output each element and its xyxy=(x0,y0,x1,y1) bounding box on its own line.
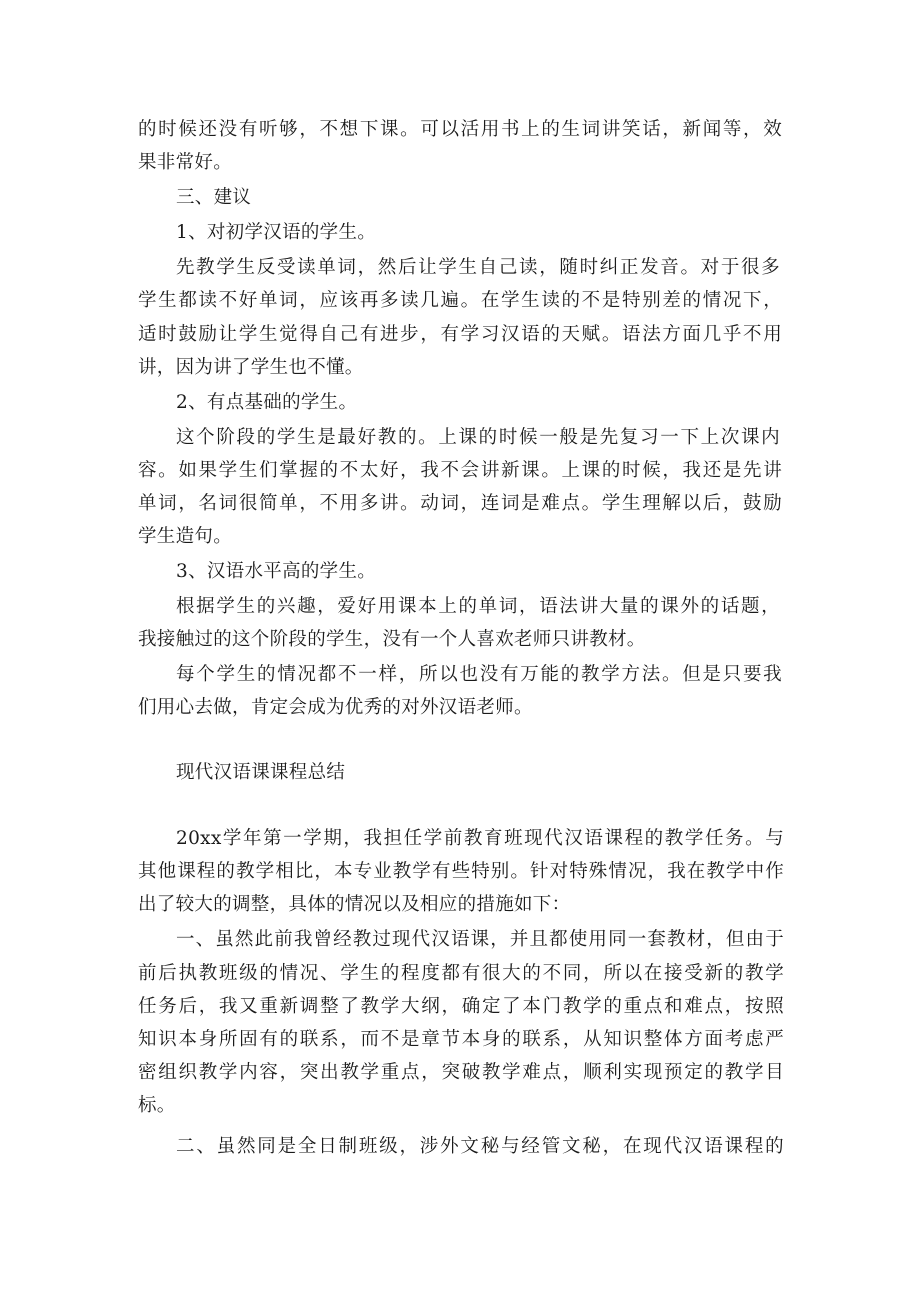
paragraph-line: 这个阶段的学生是最好教的。上课的时候一般是先复习一下上次课内 xyxy=(176,427,780,448)
paragraph-line: 的时候还没有听够，不想下课。可以活用书上的生词讲笑话，新闻等，效 xyxy=(138,119,782,140)
paragraph-line: 二、虽然同是全日制班级，涉外文秘与经管文秘，在现代汉语课程的 xyxy=(176,1136,784,1157)
subheading: 2、有点基础的学生。 xyxy=(176,392,358,413)
paragraph-line: 一、虽然此前我曾经教过现代汉语课，并且都使用同一套教材，但由于 xyxy=(176,929,784,950)
paragraph-line: 果非常好。 xyxy=(138,152,233,173)
paragraph-line: 单词，名词很简单，不用多讲。动词，连词是难点。学生理解以后，鼓励 xyxy=(138,493,782,514)
paragraph-line: 知识本身所固有的联系，而不是章节本身的联系，从知识整体方面考虑严 xyxy=(138,1029,784,1050)
paragraph-line: 前后执教班级的情况、学生的程度都有很大的不同，所以在接受新的教学 xyxy=(138,963,784,984)
paragraph-line: 适时鼓励让学生觉得自己有进步，有学习汉语的天赋。语法方面几乎不用 xyxy=(138,324,782,345)
section-heading: 三、建议 xyxy=(176,187,252,208)
subheading: 3、汉语水平高的学生。 xyxy=(176,561,377,582)
paragraph-line: 其他课程的教学相比，本专业教学有些特别。针对特殊情况，我在教学中作 xyxy=(138,861,784,882)
paragraph-line: 们用心去做，肯定会成为优秀的对外汉语老师。 xyxy=(138,697,533,718)
paragraph-line: 根据学生的兴趣，爱好用课本上的单词，语法讲大量的课外的话题， xyxy=(176,596,780,617)
paragraph-line: 讲，因为讲了学生也不懂。 xyxy=(138,357,364,378)
paragraph-line: 20xx学年第一学期，我担任学前教育班现代汉语课程的教学任务。与 xyxy=(176,828,784,849)
paragraph-line: 出了较大的调整，具体的情况以及相应的措施如下： xyxy=(138,894,571,915)
paragraph-line: 密组织教学内容，突出教学重点，突破教学难点，顺利实现预定的教学目 xyxy=(138,1062,784,1083)
paragraph-line: 先教学生反受读单词，然后让学生自己读，随时纠正发音。对于很多 xyxy=(176,257,780,278)
subheading: 1、对初学汉语的学生。 xyxy=(176,222,377,243)
paragraph-line: 学生造句。 xyxy=(138,526,233,547)
paragraph-line: 学生都读不好单词，应该再多读几遍。在学生读的不是特别差的情况下， xyxy=(138,290,782,311)
document-title: 现代汉语课课程总结 xyxy=(176,762,346,783)
paragraph-line: 任务后，我又重新调整了教学大纲，确定了本门教学的重点和难点，按照 xyxy=(138,996,784,1017)
paragraph-line: 我接触过的这个阶段的学生，没有一个人喜欢老师只讲教材。 xyxy=(138,629,646,650)
paragraph-line: 标。 xyxy=(138,1095,176,1116)
paragraph-line: 容。如果学生们掌握的不太好，我不会讲新课。上课的时候，我还是先讲 xyxy=(138,460,782,481)
paragraph-line: 每个学生的情况都不一样，所以也没有万能的教学方法。但是只要我 xyxy=(176,664,782,685)
